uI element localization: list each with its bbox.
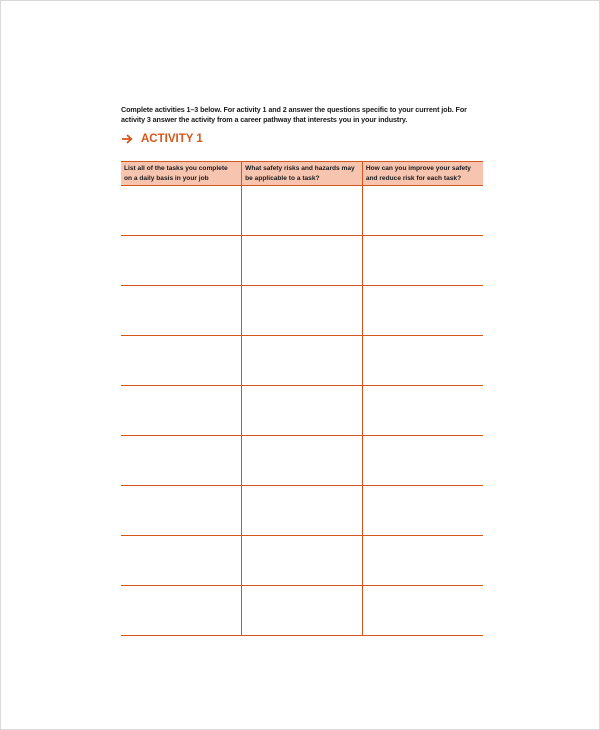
table-cell[interactable] — [121, 336, 242, 386]
table-cell[interactable] — [242, 336, 363, 386]
table-row — [121, 436, 483, 486]
table-cell[interactable] — [242, 386, 363, 436]
table-cell[interactable] — [362, 236, 483, 286]
table-cell[interactable] — [121, 236, 242, 286]
table-cell[interactable] — [242, 536, 363, 586]
table-cell[interactable] — [362, 586, 483, 636]
table-cell[interactable] — [362, 286, 483, 336]
table-cell[interactable] — [362, 336, 483, 386]
table-cell[interactable] — [121, 436, 242, 486]
table-row — [121, 186, 483, 236]
header-risks: What safety risks and hazards may be applicable to a task? — [242, 162, 363, 186]
table-row — [121, 386, 483, 436]
table-cell[interactable] — [121, 286, 242, 336]
table-header-row — [121, 162, 483, 186]
table-cell[interactable] — [362, 186, 483, 236]
table-cell[interactable] — [362, 386, 483, 436]
table-cell[interactable] — [242, 186, 363, 236]
header-improvements: How can you improve your safety and reduce risk for each task? — [362, 162, 483, 186]
table-cell[interactable] — [242, 486, 363, 536]
table-cell[interactable] — [242, 586, 363, 636]
table-cell[interactable] — [121, 386, 242, 436]
table-cell[interactable] — [121, 536, 242, 586]
table-cell[interactable] — [121, 486, 242, 536]
table-row — [121, 286, 483, 336]
instructions-text: Complete activities 1–3 below. For activity 1 and 2 answer the questions specific to your current job. For activity 3 answer the activity from a career pathway that interests you in your industry. — [121, 105, 467, 124]
header-tasks: List all of the tasks you complete on a daily basis in your job — [121, 162, 242, 186]
table-row — [121, 236, 483, 286]
right-arrow-icon — [121, 133, 133, 145]
activity-heading — [121, 131, 203, 147]
table-cell[interactable] — [242, 236, 363, 286]
table-cell[interactable] — [242, 286, 363, 336]
table-cell[interactable] — [242, 436, 363, 486]
table-row — [121, 486, 483, 536]
table-cell[interactable] — [362, 436, 483, 486]
table-cell[interactable] — [362, 486, 483, 536]
table-row — [121, 586, 483, 636]
table-row — [121, 536, 483, 586]
table-cell[interactable] — [121, 586, 242, 636]
table-row — [121, 336, 483, 386]
table-cell[interactable] — [121, 186, 242, 236]
table-cell[interactable] — [362, 536, 483, 586]
activity-title: ACTIVITY 1 — [141, 133, 203, 145]
activity-table — [121, 161, 483, 636]
